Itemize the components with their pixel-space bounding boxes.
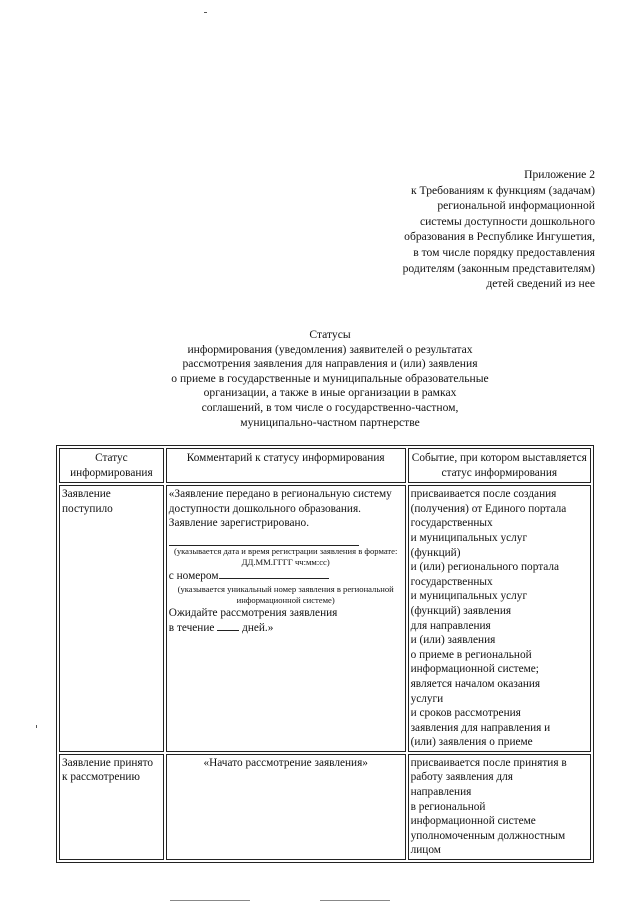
event-line: и (или) регионального портала: [410, 561, 560, 574]
event-line: услуги: [410, 692, 444, 705]
event-line: работу заявления для: [410, 771, 513, 784]
event-line: информационной системе;: [410, 663, 539, 676]
event-line: государственных: [410, 517, 493, 530]
event-line: государственных: [410, 575, 493, 588]
document-title: [130, 328, 530, 430]
appendix-line: региональной информационной: [437, 199, 595, 213]
scan-mark: [170, 900, 250, 901]
title-line: информирования (уведомления) заявителей о результатах: [187, 342, 473, 356]
header-comment: Комментарий к статусу информирования: [166, 448, 406, 483]
event-line: уполномоченным должностным: [410, 829, 566, 842]
event-line: (или) заявления о приеме: [410, 736, 533, 749]
status-table: [56, 445, 594, 863]
event-line: и сроков рассмотрения: [410, 707, 521, 720]
title-line: рассмотрения заявления для направления и (или) заявления: [182, 357, 478, 371]
event-line: информационной системе: [410, 815, 536, 828]
title-line: соглашений, в том числе о государственно-частном,: [201, 400, 459, 414]
scan-mark: [320, 900, 390, 901]
appendix-line: детей сведений из нее: [486, 277, 595, 291]
event-cell: [408, 485, 591, 752]
event-line: направления: [410, 786, 472, 799]
title-line: о приеме в государственные и муниципальные образовательные: [171, 371, 489, 385]
number-blank: [219, 568, 329, 579]
term-line: [169, 620, 403, 636]
event-line: (получения) от Единого портала: [410, 502, 567, 515]
status-cell: Заявление поступило: [59, 485, 164, 752]
days-blank: [217, 620, 239, 631]
event-line: является началом оказания: [410, 677, 541, 690]
appendix-line: Приложение 2: [524, 168, 595, 181]
event-cell: [408, 754, 591, 860]
title-line: организации, а также в иные организации в рамках: [203, 386, 457, 400]
header-event: Событие, при котором выставляется статус информирования: [408, 448, 591, 483]
appendix-block: [335, 167, 595, 292]
event-line: присваивается после создания: [410, 488, 557, 501]
event-line: заявления для направления и: [410, 721, 551, 734]
event-line: и (или) заявления: [410, 634, 496, 647]
event-line: (функций) заявления: [410, 604, 512, 617]
number-label: с номером: [168, 569, 219, 582]
appendix-line: к Требованиям к функциям (задачам): [411, 183, 595, 197]
table-row: [59, 754, 591, 860]
number-line: [169, 568, 403, 584]
scan-mark: [36, 725, 37, 728]
term-prefix: в течение: [168, 622, 215, 635]
appendix-line: образования в Республике Ингушетия,: [404, 230, 595, 244]
header-status: Статус информирования: [59, 448, 164, 483]
comment-cell: «Начато рассмотрение заявления»: [166, 754, 406, 860]
title-line: Статусы: [309, 328, 351, 341]
term-suffix: дней.»: [242, 622, 274, 635]
event-line: в региональной: [410, 800, 486, 813]
appendix-line: системы доступности дошкольного: [419, 214, 595, 228]
event-line: присваивается после принятия в: [410, 756, 567, 769]
event-line: и муниципальных услуг: [410, 590, 528, 603]
comment-cell: [166, 485, 406, 752]
event-line: и муниципальных услуг: [410, 531, 528, 544]
wait-text: Ожидайте рассмотрения заявления: [168, 606, 338, 619]
comment-text: «Заявление передано в региональную систему доступности дошкольного образования. Заявление зарегистрировано.: [168, 488, 392, 530]
scan-mark: [204, 12, 207, 13]
date-format-note: (указывается дата и время регистрации заявления в формате: ДД.ММ.ГГГГ чч:мм:сс): [173, 545, 398, 567]
event-line: для направления: [410, 619, 491, 632]
status-cell: Заявление принято к рассмотрению: [59, 754, 164, 860]
date-blank-line: [169, 535, 359, 546]
event-line: (функций): [410, 546, 461, 559]
event-line: о приеме в региональной: [410, 648, 532, 661]
appendix-line: в том числе порядку предоставления: [413, 245, 595, 259]
title-line: муниципально-частном партнерстве: [240, 415, 420, 429]
table-header-row: [59, 448, 591, 483]
event-line: лицом: [410, 844, 441, 857]
number-note: (указывается уникальный номер заявления в региональной информационной системе): [177, 583, 394, 605]
table-row: [59, 485, 591, 752]
appendix-line: родителям (законным представителям): [402, 261, 595, 275]
